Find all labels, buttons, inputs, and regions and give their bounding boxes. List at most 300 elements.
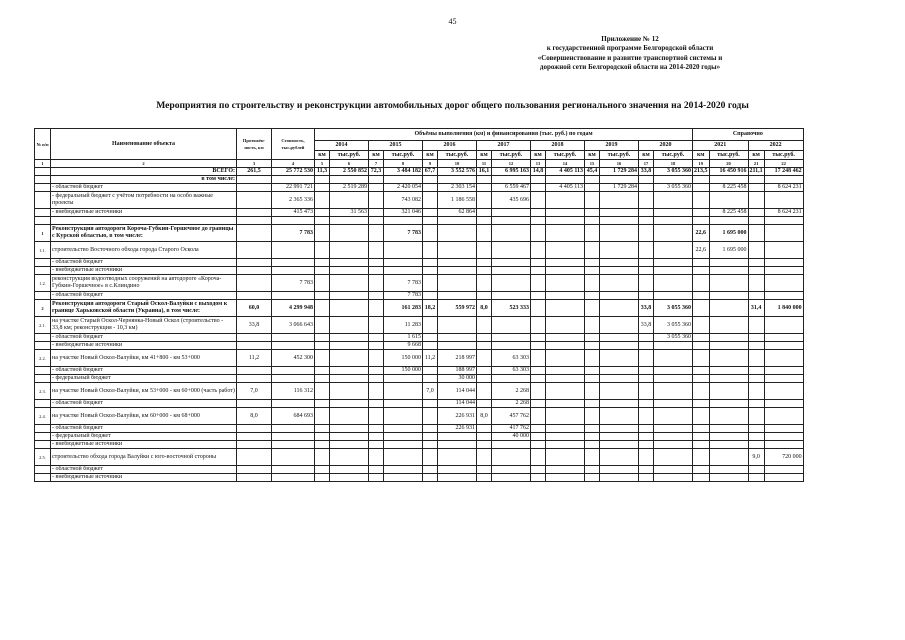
- row-value: [423, 192, 438, 209]
- table-row: [35, 217, 804, 225]
- header-unit-rub: тыс.руб.: [600, 151, 639, 160]
- row-value: [438, 441, 477, 449]
- row-value: 16,1: [477, 168, 492, 176]
- row-value: [438, 217, 477, 225]
- row-value: [423, 317, 438, 334]
- row-value: [423, 334, 438, 342]
- row-value: [330, 433, 369, 441]
- row-value: [639, 466, 654, 474]
- row-value: [748, 217, 764, 225]
- row-value: 226 931: [438, 408, 477, 425]
- row-value: [546, 400, 585, 408]
- row-value: [546, 209, 585, 217]
- row-number: 2.4.: [35, 408, 51, 425]
- header-col-number: 20: [709, 160, 748, 168]
- row-value: 8 225 458: [709, 184, 748, 192]
- row-value: [531, 192, 546, 209]
- row-value: [764, 267, 803, 275]
- row-name: [51, 217, 237, 225]
- header-length: Протяжён-ность, км: [237, 129, 272, 160]
- row-value: [315, 367, 330, 375]
- row-value: [764, 217, 803, 225]
- row-value: 4 405 113: [546, 184, 585, 192]
- row-value: [654, 433, 693, 441]
- row-value: [546, 300, 585, 317]
- row-value: [272, 375, 315, 383]
- row-value: [477, 449, 492, 466]
- row-value: 457 762: [492, 408, 531, 425]
- row-value: [330, 342, 369, 350]
- row-number: [35, 441, 51, 449]
- row-value: [531, 334, 546, 342]
- row-value: [315, 400, 330, 408]
- row-value: [384, 242, 423, 259]
- row-value: [477, 441, 492, 449]
- row-value: [693, 267, 710, 275]
- row-value: 8 624 231: [764, 209, 803, 217]
- row-value: [654, 217, 693, 225]
- row-value: [330, 441, 369, 449]
- row-value: [384, 466, 423, 474]
- row-value: 33,8: [639, 300, 654, 317]
- row-value: 188 997: [438, 367, 477, 375]
- row-value: [369, 342, 384, 350]
- row-value: [477, 474, 492, 482]
- row-value: [369, 176, 384, 184]
- row-value: [369, 350, 384, 367]
- row-value: [709, 408, 748, 425]
- row-value: [384, 474, 423, 482]
- row-value: [693, 433, 710, 441]
- row-value: [585, 275, 600, 292]
- row-value: [315, 176, 330, 184]
- row-value: [585, 317, 600, 334]
- row-number: [35, 176, 51, 184]
- row-value: 33,8: [639, 168, 654, 176]
- row-number: [35, 466, 51, 474]
- row-value: [315, 292, 330, 300]
- row-value: [369, 466, 384, 474]
- header-col-number: 13: [531, 160, 546, 168]
- row-value: [531, 342, 546, 350]
- row-value: [764, 425, 803, 433]
- row-value: [693, 300, 710, 317]
- row-number: [35, 209, 51, 217]
- row-value: [438, 449, 477, 466]
- row-value: 321 046: [384, 209, 423, 217]
- row-value: [384, 176, 423, 184]
- row-value: [531, 441, 546, 449]
- row-value: [531, 375, 546, 383]
- row-value: 161 283: [384, 300, 423, 317]
- row-value: [237, 474, 272, 482]
- row-value: [600, 292, 639, 300]
- row-value: [315, 259, 330, 267]
- row-value: [531, 400, 546, 408]
- row-number: [35, 400, 51, 408]
- row-value: [546, 449, 585, 466]
- row-value: [639, 474, 654, 482]
- row-value: [384, 267, 423, 275]
- appendix-line: «Совершенствование и развитие транспортной системы и: [537, 53, 723, 62]
- row-value: [492, 225, 531, 242]
- row-value: 114 044: [438, 383, 477, 400]
- row-value: 22,6: [693, 242, 710, 259]
- row-value: [748, 342, 764, 350]
- table-row: [35, 242, 804, 259]
- table-row: [35, 267, 804, 275]
- row-number: [35, 425, 51, 433]
- row-value: [237, 192, 272, 209]
- row-value: 8 624 231: [764, 184, 803, 192]
- row-value: [315, 242, 330, 259]
- header-unit-km: км: [477, 151, 492, 160]
- row-value: [546, 267, 585, 275]
- row-value: [330, 192, 369, 209]
- row-value: [639, 267, 654, 275]
- row-value: [546, 217, 585, 225]
- row-value: [477, 184, 492, 192]
- header-unit-km: км: [693, 151, 710, 160]
- row-value: [531, 317, 546, 334]
- row-value: [600, 441, 639, 449]
- row-value: [438, 242, 477, 259]
- row-value: [600, 433, 639, 441]
- row-value: 7 783: [384, 292, 423, 300]
- row-value: [639, 383, 654, 400]
- header-col-number: 17: [639, 160, 654, 168]
- header-unit-rub: тыс.руб.: [764, 151, 803, 160]
- row-name: Реконструкция автодороги Старый Оскол-Валуйки с выходом к границе Харьковской области (Украина), в том числе:: [51, 300, 237, 317]
- row-value: [639, 408, 654, 425]
- table-row: [35, 168, 804, 176]
- row-value: 523 333: [492, 300, 531, 317]
- row-number: 1.1.: [35, 242, 51, 259]
- row-value: [764, 225, 803, 242]
- page-number: 45: [448, 17, 457, 26]
- table-row: [35, 225, 804, 242]
- row-value: [272, 176, 315, 184]
- row-value: [531, 449, 546, 466]
- row-value: [369, 225, 384, 242]
- row-value: [693, 375, 710, 383]
- row-value: [330, 300, 369, 317]
- row-value: [330, 408, 369, 425]
- row-value: [639, 225, 654, 242]
- row-value: [585, 342, 600, 350]
- row-value: [237, 292, 272, 300]
- row-name: - областной бюджет: [51, 259, 237, 267]
- row-value: [639, 350, 654, 367]
- row-value: 7,0: [237, 383, 272, 400]
- row-value: [709, 275, 748, 292]
- row-value: [477, 217, 492, 225]
- row-value: [423, 433, 438, 441]
- row-value: [585, 334, 600, 342]
- row-value: [709, 292, 748, 300]
- row-value: [531, 383, 546, 400]
- row-value: 226 931: [438, 425, 477, 433]
- row-value: 17 248 462: [764, 168, 803, 176]
- row-name: - областной бюджет: [51, 367, 237, 375]
- row-value: [748, 267, 764, 275]
- row-value: [709, 441, 748, 449]
- row-value: [369, 474, 384, 482]
- row-value: [315, 184, 330, 192]
- row-value: [237, 209, 272, 217]
- row-value: [709, 334, 748, 342]
- row-value: [384, 408, 423, 425]
- row-value: [477, 259, 492, 267]
- header-year: 2022: [748, 141, 803, 151]
- row-number: [35, 433, 51, 441]
- table-row: [35, 367, 804, 375]
- row-value: [369, 449, 384, 466]
- row-value: [423, 367, 438, 375]
- row-number: 1.2.: [35, 275, 51, 292]
- row-value: [654, 259, 693, 267]
- row-value: [764, 317, 803, 334]
- row-value: [600, 300, 639, 317]
- header-col-number: 7: [369, 160, 384, 168]
- row-value: 3 055 360: [654, 300, 693, 317]
- row-value: [423, 408, 438, 425]
- row-value: [709, 466, 748, 474]
- row-value: [748, 209, 764, 217]
- row-value: [237, 259, 272, 267]
- row-value: 2 268: [492, 400, 531, 408]
- row-value: [654, 192, 693, 209]
- row-value: 3 055 360: [654, 317, 693, 334]
- header-unit-km: км: [531, 151, 546, 160]
- row-value: [693, 275, 710, 292]
- row-value: [315, 209, 330, 217]
- row-value: [477, 192, 492, 209]
- row-value: [438, 466, 477, 474]
- row-value: [639, 400, 654, 408]
- row-number: 2: [35, 300, 51, 317]
- row-value: [531, 300, 546, 317]
- row-value: [546, 433, 585, 441]
- row-value: [531, 242, 546, 259]
- table-row: [35, 466, 804, 474]
- row-value: [237, 334, 272, 342]
- row-value: [330, 292, 369, 300]
- row-name: - федеральный бюджет: [51, 375, 237, 383]
- row-value: [546, 242, 585, 259]
- row-value: 7 783: [384, 275, 423, 292]
- row-value: [654, 350, 693, 367]
- appendix-line: Приложение № 12: [601, 35, 659, 43]
- row-value: [237, 275, 272, 292]
- row-value: 63 303: [492, 367, 531, 375]
- header-unit-km: км: [423, 151, 438, 160]
- row-value: [531, 275, 546, 292]
- row-value: 1 695 000: [709, 225, 748, 242]
- row-value: [654, 449, 693, 466]
- row-value: [330, 217, 369, 225]
- row-value: 67,7: [423, 168, 438, 176]
- row-name: на участке Новый Оскол-Валуйки, км 41+800 - км 53+000: [51, 350, 237, 367]
- row-value: [600, 449, 639, 466]
- row-value: 559 972: [438, 300, 477, 317]
- row-value: [531, 433, 546, 441]
- row-value: [764, 375, 803, 383]
- row-number: [35, 292, 51, 300]
- row-value: [600, 317, 639, 334]
- row-value: 211,1: [749, 168, 763, 174]
- row-value: [654, 225, 693, 242]
- row-value: [654, 425, 693, 433]
- row-value: [585, 300, 600, 317]
- row-value: [546, 383, 585, 400]
- row-value: [639, 334, 654, 342]
- header-year: 2020: [639, 141, 693, 151]
- row-value: [709, 176, 748, 184]
- row-value: 1 840 000: [764, 300, 803, 317]
- row-value: [423, 400, 438, 408]
- row-value: [693, 441, 710, 449]
- row-value: [369, 292, 384, 300]
- row-value: [585, 350, 600, 367]
- table-row: [35, 474, 804, 482]
- row-value: [477, 383, 492, 400]
- row-value: [585, 292, 600, 300]
- header-col-number: 4: [272, 160, 315, 168]
- row-value: [315, 300, 330, 317]
- row-value: [315, 342, 330, 350]
- row-value: [237, 425, 272, 433]
- header-col-number: 6: [330, 160, 369, 168]
- row-value: [654, 441, 693, 449]
- row-value: [748, 408, 764, 425]
- row-value: [492, 209, 531, 217]
- table-row: [35, 449, 804, 466]
- row-number: [35, 184, 51, 192]
- row-value: [748, 350, 764, 367]
- row-value: [438, 334, 477, 342]
- row-value: [492, 441, 531, 449]
- row-value: [709, 375, 748, 383]
- row-value: [764, 350, 803, 367]
- row-value: [693, 259, 710, 267]
- row-value: 22 991 721: [272, 184, 315, 192]
- row-value: [693, 317, 710, 334]
- row-value: 7 783: [272, 275, 315, 292]
- row-value: [423, 342, 438, 350]
- row-value: [237, 375, 272, 383]
- row-value: [546, 292, 585, 300]
- row-value: [477, 400, 492, 408]
- row-value: [654, 474, 693, 482]
- row-value: [709, 317, 748, 334]
- row-value: [639, 217, 654, 225]
- row-value: [315, 433, 330, 441]
- row-value: [531, 425, 546, 433]
- row-value: [272, 474, 315, 482]
- row-value: 452 300: [272, 350, 315, 367]
- row-value: [492, 259, 531, 267]
- row-value: [237, 367, 272, 375]
- row-value: [369, 267, 384, 275]
- header-unit-rub: тыс.руб.: [384, 151, 423, 160]
- row-value: [438, 275, 477, 292]
- row-value: [748, 292, 764, 300]
- row-value: [654, 275, 693, 292]
- row-value: [546, 425, 585, 433]
- row-number: [35, 192, 51, 209]
- row-value: 30 000: [438, 375, 477, 383]
- row-value: [272, 400, 315, 408]
- row-value: [748, 275, 764, 292]
- row-value: [654, 209, 693, 217]
- row-value: [423, 275, 438, 292]
- row-value: 743 082: [384, 192, 423, 209]
- row-value: [272, 292, 315, 300]
- header-unit-rub: тыс.руб.: [709, 151, 748, 160]
- row-value: 11,2: [423, 350, 438, 367]
- row-value: [654, 242, 693, 259]
- row-value: [237, 242, 272, 259]
- row-value: [492, 334, 531, 342]
- row-value: [585, 242, 600, 259]
- table-row: [35, 375, 804, 383]
- row-value: 114 044: [438, 400, 477, 408]
- row-value: [330, 334, 369, 342]
- row-value: [477, 433, 492, 441]
- row-value: [600, 474, 639, 482]
- row-value: [709, 400, 748, 408]
- row-value: [600, 342, 639, 350]
- header-col-number: 2: [51, 160, 237, 168]
- table-row: [35, 350, 804, 367]
- row-value: 150 000: [384, 350, 423, 367]
- appendix-line: к государственной программе Белгородской области: [546, 44, 714, 53]
- row-value: [546, 317, 585, 334]
- row-value: [272, 217, 315, 225]
- table-row: [35, 425, 804, 433]
- table-row: [35, 408, 804, 425]
- row-value: [492, 275, 531, 292]
- row-number: 2.3.: [35, 383, 51, 400]
- table-row: [35, 275, 804, 292]
- row-name: - областной бюджет: [51, 466, 237, 474]
- row-value: [709, 474, 748, 482]
- row-value: [585, 408, 600, 425]
- header-col-number: 16: [600, 160, 639, 168]
- row-value: [764, 474, 803, 482]
- row-value: [477, 209, 492, 217]
- header-year: 2016: [423, 141, 477, 151]
- row-value: [546, 259, 585, 267]
- header-year: 2019: [585, 141, 639, 151]
- row-value: [369, 184, 384, 192]
- row-value: [477, 275, 492, 292]
- row-value: [600, 192, 639, 209]
- row-value: [585, 192, 600, 209]
- row-value: 25 772 530: [272, 168, 315, 176]
- row-value: [477, 466, 492, 474]
- header-col-number: 12: [492, 160, 531, 168]
- row-value: 1 615: [384, 334, 423, 342]
- row-value: [272, 441, 315, 449]
- row-value: 6 995 163: [492, 168, 531, 176]
- row-value: [237, 342, 272, 350]
- row-value: [423, 441, 438, 449]
- row-value: [330, 267, 369, 275]
- row-value: [315, 449, 330, 466]
- header-name: Наименование объекта: [51, 129, 237, 160]
